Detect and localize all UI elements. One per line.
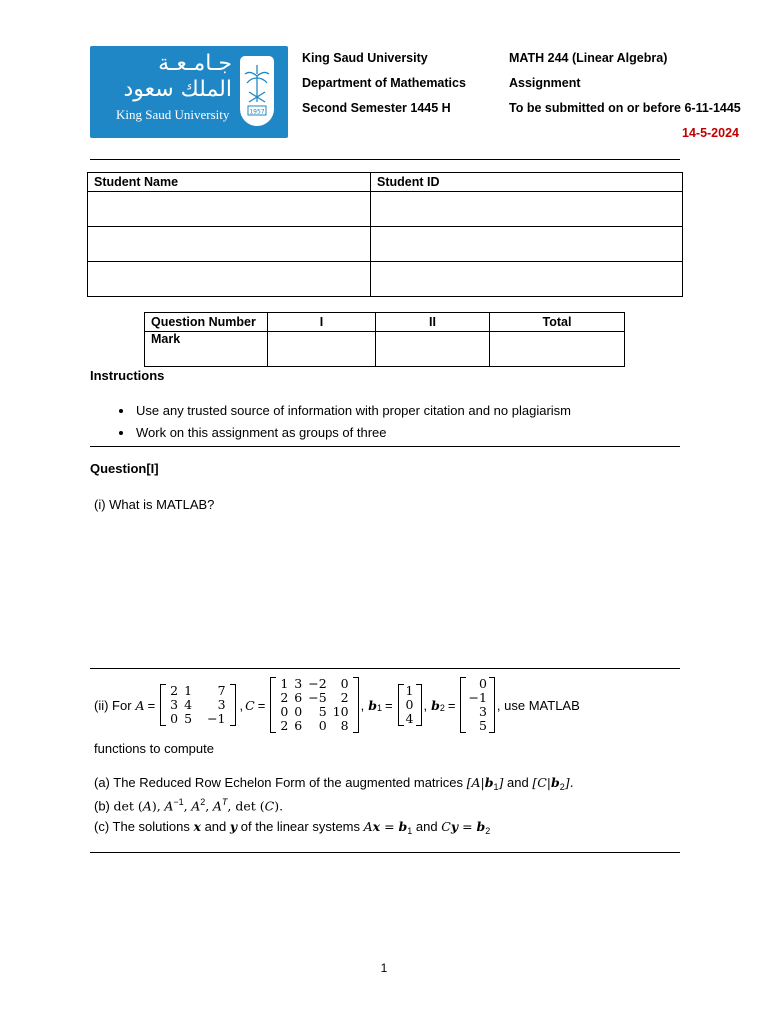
item-c-and1: and — [204, 819, 227, 834]
question-part-i: (i) What is MATLAB? — [94, 497, 215, 512]
item-a-text: (a) The Reduced Row Echelon Form of the augmented matrices — [94, 775, 463, 790]
vector-b2: 0 −1 3 5 — [460, 677, 494, 733]
university-logo — [90, 46, 288, 138]
logo-arabic-line2: الملك سعود — [123, 77, 232, 102]
mark-cell-total[interactable] — [490, 332, 625, 367]
student-id-header: Student ID — [371, 173, 683, 192]
item-c: (c) The solutions x and y of the linear systems $Ax = b_1$ and $Cy = b_2$ — [94, 819, 491, 836]
question-i-header: I — [268, 313, 376, 332]
item-a-and: and — [507, 775, 529, 790]
student-id-cell[interactable] — [371, 192, 683, 227]
logo-arabic-line1: جـامـعـة — [158, 51, 232, 76]
part-ii-divider — [90, 668, 680, 669]
semester: Second Semester 1445 H — [302, 101, 451, 115]
vector-b1: 1 0 4 — [398, 684, 422, 726]
header-left — [302, 46, 466, 121]
functions-to-compute: functions to compute — [94, 741, 214, 756]
page-number: 1 — [380, 961, 388, 975]
instructions-title: Instructions — [90, 368, 165, 383]
seal-year: 1957 — [249, 108, 265, 116]
list-item: • Use any trusted source of information with proper citation and no plagiarism — [134, 400, 571, 422]
part-ii-statement: (ii) For A = 2 1 7 3 4 3 0 5 −1 , C = 1 3 −2 0 2 6 −5 2 0 0 5 10 2 6 0 8 , b 1 = 1 0 4 , b 2 = 0 −1 3 5 , use MATLAB — [94, 676, 580, 733]
due-date: To be submitted on or before 6-11-1445 — [509, 101, 741, 115]
item-c-mid: of the linear systems — [240, 819, 360, 834]
item-b: (b) det (A), $A^{-1}$, $A^2$, $A^T$, det (C). — [94, 797, 284, 814]
student-id-cell[interactable] — [371, 227, 683, 262]
header-right — [509, 46, 741, 121]
student-table — [87, 172, 683, 297]
part-ii-prefix: (ii) For — [94, 697, 132, 713]
question-number-header: Question Number — [145, 313, 268, 332]
course-name: MATH 244 (Linear Algebra) — [509, 51, 668, 65]
question-ii-header: II — [376, 313, 490, 332]
list-item: • Work on this assignment as groups of three — [134, 422, 571, 444]
item-c-text: (c) The solutions — [94, 819, 190, 834]
marks-table — [144, 312, 625, 367]
student-name-cell[interactable] — [88, 192, 371, 227]
item-b-label: (b) — [94, 798, 110, 814]
matrix-a: 2 1 7 3 4 3 0 5 −1 — [160, 684, 235, 726]
student-name-header: Student Name — [88, 173, 371, 192]
matrix-c: 1 3 −2 0 2 6 −5 2 0 0 5 10 2 6 0 8 — [270, 677, 358, 733]
instructions-list — [88, 400, 571, 444]
header-divider — [90, 159, 680, 160]
mark-cell-i[interactable] — [268, 332, 376, 367]
student-name-cell[interactable] — [88, 227, 371, 262]
document-type: Assignment — [509, 76, 581, 90]
department-name: Department of Mathematics — [302, 76, 466, 90]
university-name: King Saud University — [302, 51, 428, 65]
question-end-divider — [90, 852, 680, 853]
item-c-and2: and — [415, 819, 438, 834]
student-name-cell[interactable] — [88, 262, 371, 297]
student-id-cell[interactable] — [371, 262, 683, 297]
question-title: Question[I] — [90, 461, 159, 476]
palm-shield-icon — [240, 56, 274, 126]
item-a: (a) The Reduced Row Echelon Form of the augmented matrices $[A|b_1]$ and $[C|b_2]$. — [94, 775, 574, 792]
instructions-divider — [90, 446, 680, 447]
mark-cell-ii[interactable] — [376, 332, 490, 367]
logo-english-name: King Saud University — [116, 107, 230, 122]
gregorian-date: 14-5-2024 — [682, 126, 739, 140]
total-header: Total — [490, 313, 625, 332]
mark-row-label: Mark — [145, 332, 268, 367]
use-matlab-text: , use MATLAB — [496, 697, 580, 713]
